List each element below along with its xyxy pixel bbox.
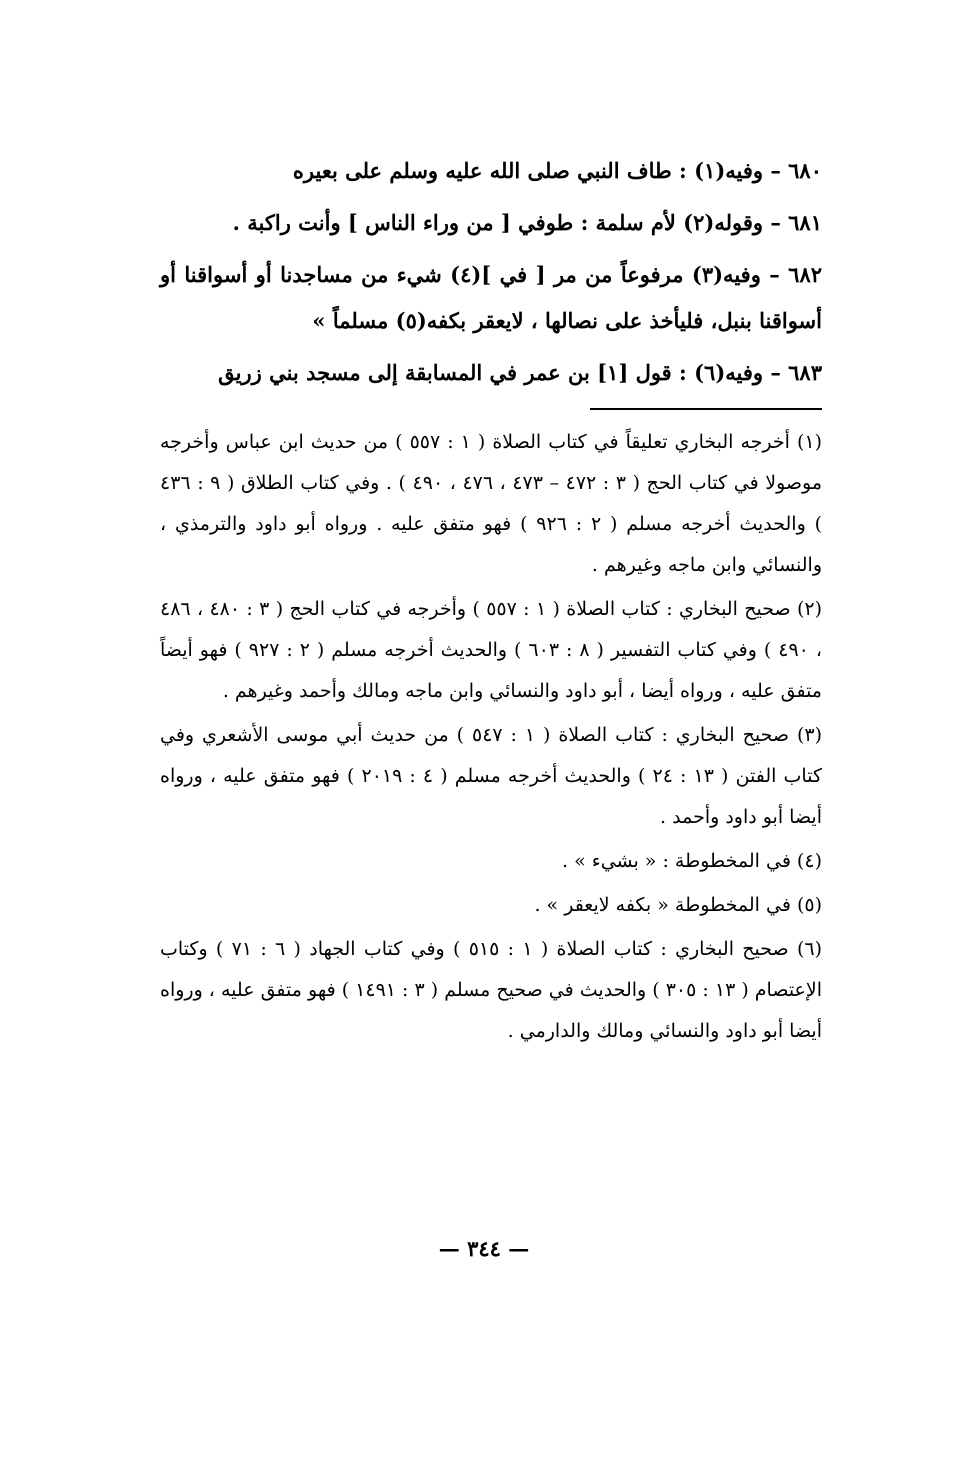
entry-680: ٦٨٠ – وفيه(١) : طاف النبي صلى الله عليه وسلم على بعيره [292, 158, 822, 183]
footnote-4: (٤) في المخطوطة : « بشيء » . [562, 850, 822, 872]
footnote-3: (٣) صحيح البخاري : كتاب الصلاة ( ١ : ٥٤٧ ) من حديث أبي موسى الأشعري وفي كتاب الفتن ( ١٣ : ٢٤ ) والحديث أخرجه مسلم ( ٤ : ٢٠١٩ ) فهو متفق عليه ، ورواه أيضا أبو داود وأحمد . [160, 724, 822, 828]
footnote-separator [590, 408, 822, 410]
footnote-1: (١) أخرجه البخاري تعليقاً في كتاب الصلاة ( ١ : ٥٥٧ ) من حديث ابن عباس وأخرجه موصولا في كتاب الحج ( ٣ : ٤٧٢ – ٤٧٣ ، ٤٧٦ ، ٤٩٠ ) . وفي كتاب الطلاق ( ٩ : ٤٣٦ ) والحديث أخرجه مسلم ( ٢ : ٩٢٦ ) فهو متفق عليه . ورواه أبو داود والترمذي ، والنسائي وابن ماجه وغيرهم . [160, 431, 823, 576]
entry-682: ٦٨٢ – وفيه(٣) مرفوعاً من مر [ في ](٤) شيء من مساجدنا أو أسواقنا أو أسواقنا بنبل، فليأخذ على نصالها ، لايعقر بكفه(٥) مسلماً » [160, 262, 823, 333]
entry-683: ٦٨٣ – وفيه(٦) : قول [١] بن عمر في المسابقة إلى مسجد بني زريق [218, 360, 822, 385]
footnote-5: (٥) في المخطوطة « بكفه لايعقر » . [534, 894, 822, 916]
footnote-2: (٢) صحيح البخاري : كتاب الصلاة ( ١ : ٥٥٧ ) وأخرجه في كتاب الحج ( ٣ : ٤٨٠ ، ٤٨٦ ، ٤٩٠ ) وفي كتاب التفسير ( ٨ : ٦٠٣ ) والحديث أخرجه مسلم ( ٢ : ٩٢٧ ) فهو أيضاً متفق عليه ، ورواه أيضا ، أبو داود والنسائي وابن ماجه ومالك وأحمد وغيرهم . [160, 598, 823, 702]
page-number: — ٣٤٤ — [438, 1236, 530, 1261]
footnote-6: (٦) صحيح البخاري : كتاب الصلاة ( ١ : ٥١٥ ) وفي كتاب الجهاد ( ٦ : ٧١ ) وكتاب الإعتصام ( ١٣ : ٣٠٥ ) والحديث في صحيح مسلم ( ٣ : ١٤٩١ ) فهو متفق عليه ، ورواه أيضا أبو داود والنسائي ومالك والدارمي . [160, 938, 823, 1042]
entry-681: ٦٨١ – وقوله(٢) لأم سلمة : طوفي [ من وراء الناس ] وأنت راكبة . [232, 210, 822, 235]
footnote-separator-wrap [160, 402, 822, 422]
main-entries [160, 148, 822, 396]
page-body [160, 148, 822, 1055]
footnotes [160, 422, 822, 1052]
